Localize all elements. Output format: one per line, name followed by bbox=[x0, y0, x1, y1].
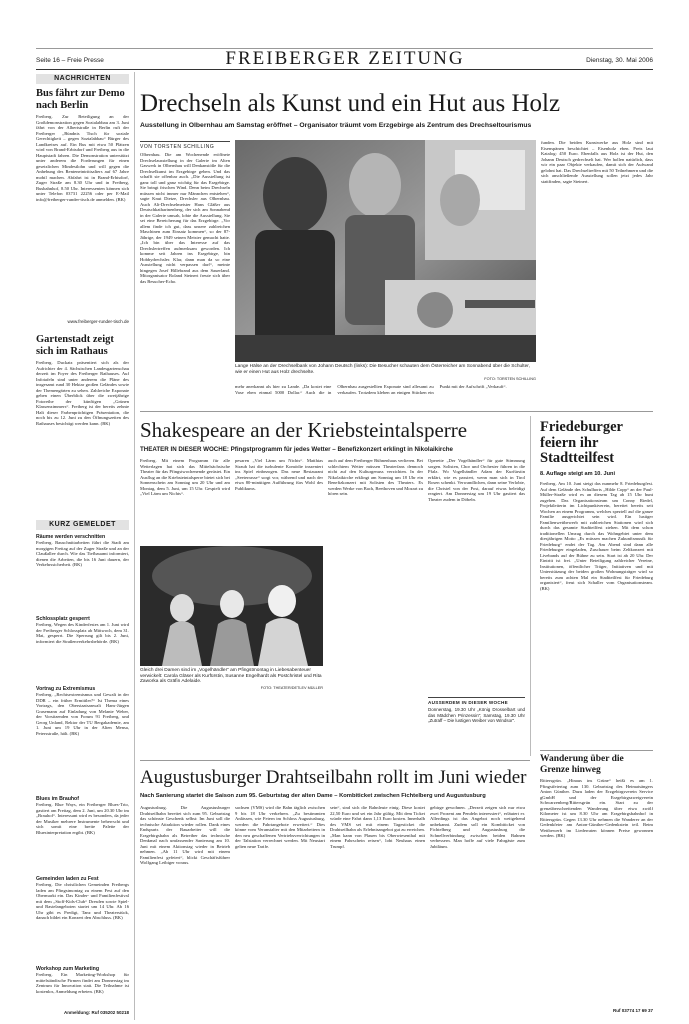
kurz-gemeldet-label: KURZ GEMELDET bbox=[36, 520, 129, 530]
shakespeare-col3: auch auf dem Freiberger Bühnenhaus verlieren. Bei schlechtem Wetter müssen Theaterfans dennoch nicht auf den Kulturgenuss verzichten. In der Nikolaikirche erklingt am Sonntag um 18 Uhr ein Benefizkonzert mit Solisten des Theaters. Es werden Werke von Bach, Beethoven und Mozart zu hören sein. bbox=[328, 458, 423, 496]
ausserdem-body: Donnerstag, 19.30 Uhr „König Drosselbart und das Mädchen Prinzessin“; Samstag, 19.30 Uhr „Zutraff – Die lustigen Weiber von Windsor“. bbox=[428, 707, 525, 723]
brief-headline: Schlossplatz gesperrt bbox=[36, 616, 90, 622]
woodturner-photo bbox=[235, 140, 536, 362]
brief-body: Freiberg. Wegen des Kinderfestes am 1. Juni wird der Freiberger Schlossplatz ab Mittwoch, dem 31. Mai, gesperrt. Die Sperrung gilt bis 2. Juni, informiert die Straßenverkehrsbehörde. (BK) bbox=[36, 622, 129, 644]
brief-body: Freiberg. Bauschnittarbeiten führt die Stadt am morgigen Freitag auf der Zuger Straße und an der Claußallee durch. Wie das Tiefbauamt informiert, dienen die Arbeiten, die bis 16 Juni dauern, der Verkehrssicherheit. (BK) bbox=[36, 540, 129, 567]
shakespeare-col2: pesaren „Viel Lärm um Nichts“. Matthias Straub hat die turbulente Komödie inszeniert ins Spiel einbezogen. Das neue Restaurant „Seeterrasse“ sorgt vor, während und nach der etwa 80-minütigen Aufführung fürs Wohl des Publikums. bbox=[235, 458, 323, 491]
shakespeare-col4: Operette „Der Vogelhändler“ für gute Stimmung sorgen. Solisten, Chor und Orchester führen in die Pfalz. Wo Vogelhändler Adam der Kurfürstin erklärt, wie es passiert, wenn man sich in Tirol Rosen schenkt. Verwandlichen, dann seine Verlobte, die Christel von der Post, darauf etwas beleidigt reagiert. Am Donnerstag um 19 Uhr gastiert das Theater zudem in Döbeln. bbox=[428, 458, 525, 502]
brief-item bbox=[36, 876, 129, 966]
page-number: Seite 16 – Freie Presse bbox=[36, 57, 104, 64]
shakespeare-caption: Gleich drei Damen sind im „Vogelhändler“ am Pfingstmontag in Liebesabenteuer verwickelt: Carola Gläser als Kurfürstin, Susanne Engelhardt als Postchristel und Rita Zaworka als Gräfin Adelaide. bbox=[140, 668, 322, 685]
drechseln-photo bbox=[235, 140, 536, 362]
wanderung-body: Rittersgrün. „Hinaus ins Grüne“ heißt es am 1. Pfingstfeiertag zum 130. Geburtstag des Heimatsängers Anton Günther. Dazu laden der Erzgebirgsverein Service gGmbH und der Erzgebirgszweigverein Schwarzenberg/Rittersgrün ein. Start zu der grenzüberschreitenden Wanderung über etwa zwölf Kilometer ist um 8.30 Uhr am Erzgebirgsbahnhof in Rittersgrün. Gegen 13.30 Uhr nehmen die Wanderer an der Gedenkfeier am Anton-Günther-Gedenkstein teil. Beim Wettbewerb im Liederraten können Preise gewonnen werden. (BK) bbox=[540, 778, 653, 838]
augustusburg-col3: sein“, sind sich die Bahnleute einig. Diese kostet 22,50 Euro und sei ein Jahr gültig. Mit dem Ticket würde eine Fahrt dann 1,13 Euro kosten. Innerhalb des VMS sei mit einem Tagesticket die Drahtseilbahn als Erlebnisangebot gut zu erreichen. „Man kann von Plauen bis Oberwiesenthal mit einem Fahrschein reisen“, lobt Neuhaus einen Trumpf. bbox=[330, 805, 425, 849]
garten-headline: Gartenstadt zeigt sich im Rathaus bbox=[36, 334, 114, 357]
drechseln-caption: Lange Hälse an der Drechselbank von Johann Deutsch (links): Die Besucher schauten dem Österreicher am Sonnabend über die Schulter, wie er einen Hut aus Holz drechselte. bbox=[235, 364, 530, 375]
shakespeare-col1: Freiberg. Mit einem Programm für alle Wetterlagen hat sich das Mittelsächsische Theater für das Pfingstwochenende gerüstet. Ein Ausflug an die Kriebsteintalsperre bietet sich bei Sonnenschein am Sonntag um 20 Uhr und am Montag, dem 5. Juni, um 15 Uhr. Gespielt wird „Viel Lärm um Nichts“. bbox=[140, 458, 230, 496]
augustusburg-col1: Augustusburg. Die Augustusburger Drahtseilbahn bereitet sich zum 95. Geburtstag das schönste Geschenk selbst: Im Juni soll die technische Attraktion wieder rollen. Dank eines Endspurts der Bauarbeiter will die Erzgebirgsbahn als Betreiber das technische Denkmal nach umfassender Sanierung am 10. Juni mit einem Aktionstag wieder in Betrieb nehmen. „Ab 11 Uhr wird mit einem Familienfest gefeiert“, blickt Geschäftsführer Wolfgang Leibiger voraus. bbox=[140, 805, 230, 865]
drechseln-col1: Olbernhau. Die am Wochenende eröffnete Drechselausstellung in der Galerie im Alten Gaswerk in Olbernhau will Denkanstöße für die Drechselkunst im Erzgebirge geben. Und das schafft sie offenbar auch. „Die Ausstellung ist ganz toll und ganz wichtig für das Erzgebirge. Sie bringt frischen Wind. Denn beim Drechseln müssen nicht immer nur Männchen entstehen“, sagte Knut Dietze, Drechsler aus Olbernhau. Auch Alt-Drechselmeister Hans Gläßer aus Deutschkatharinenberg, der sich am Sonnabend in der Galerie umsah, lobte die Ausstellung. Sie sei eine Bereicherung für das Erzgebirge. „Vor allem finde ich gut, dass unsere zahlreichen Maschinen zum Einsatz kommen“, so der 87-Jährige, der 1949 seinen Meister gemacht hatte. „Ich bin über das Interesse auf das Drechslertreffen aufmerksam geworden. Ich komme seit Jahren ins Erzgebirge, bin Hobbydrechsler. Klar, dann man da so eine Ausstellung nicht verpassen darf“, meinte hingegen Josef Hillebrand aus dem Sauerland. Mitorganisator Roland Steinert freute sich über das Besucher-Echo. bbox=[140, 152, 230, 284]
theater-photo bbox=[140, 546, 323, 666]
augustusburg-subtitle: Nach Sanierung startet die Saison zum 95. Geburtstag der alten Dame – Kombiticket zwischen Fichtelberg und Augustusburg bbox=[140, 793, 486, 799]
wanderung-rule bbox=[540, 750, 653, 751]
header-rule bbox=[36, 69, 653, 70]
drechseln-col3: funden. Die beiden Kunstwerke aus Holz sind mit Eisenspänen beschichtet – Eisenholz eben. Preis laut Katalog: 450 Euro. Ebenfalls aus Holz ist der Hut, den Johann Deutsch gedrechselt hat. Wer hollen natürlich, dass wir ein paar Objekte verkaufen, damit sich der Aufwand gelohnt hat. Das Drechseltreffen mit 50 Teilnehmern und die sich anschließende Ausstellung sollen jetzt jedes Jahr stattfinden, sagte Steinert. bbox=[541, 140, 653, 184]
brief-headline: Workshop zum Marketing bbox=[36, 966, 100, 972]
issue-date: Dienstag, 30. Mai 2006 bbox=[586, 57, 653, 64]
left-sidebar bbox=[36, 72, 129, 1020]
brief-list bbox=[36, 534, 129, 1024]
friedeburg-body: Freiberg. Am 10. Juni steigt das nunmehr 8. Friedeburgfest. Auf dem Gelände des Schulhorts „Hilde Copp“ an der Paul-Müller-Straße wird es an diesem Tag ab 15 Uhr bunt zugehen. Das Organisationsteam um Conny Riedel, Projektleiterin im Lichtpunktverein, bereitet bereits seit Wochen an einem Programm, welches speziell auf die ganze Familie ausgerichtet sein wird. Ein lustiger Familienwettbewerb mit zahlreichen Stationen wird sich durch das gesamte Stadtteilfest ziehen. Mit dem schon traditionellen Umzug durch das Wohngebiet unter dem diesjährigen Motto „Es müssen machen Zukunftsmusik für Friedeburg“ endet der Tag. Am Abend sind dann alle Friedeburger eingeladen, Zuschauer beim Zeltkonzert mit Livebands auf der Bühne zu sein. Start ist ab 20 Uhr. Der Eintritt ist frei. „Unter Beteiligung zahlreicher Vereine, Institutionen, öffentlicher Träger, Initiativen und mit Unterstützung der beiden großen Wohnungsträger wird so bereits zum achten Mal ein Stadtteilfest für Friedeburg organisiert“, freut sich Schaller vom Organisationsteam. (BK) bbox=[540, 481, 653, 591]
drechseln-subtitle: Ausstellung in Olbernhau am Samstag eröffnet – Organisator träumt vom Erzgebirge als Zentrum des Drechseltourismus bbox=[140, 122, 532, 129]
sidebar-divider bbox=[134, 72, 135, 1020]
byline-rule bbox=[140, 141, 230, 142]
drechseln-credit: FOTO: TORSTEN SCHILLING bbox=[484, 377, 536, 381]
brief-headline: Gemeinden laden zu Fest bbox=[36, 876, 99, 882]
brief-item bbox=[36, 686, 129, 796]
section-rule-1 bbox=[140, 411, 653, 412]
drechseln-byline: VON TORSTEN SCHILLING bbox=[140, 144, 215, 150]
demo-headline: Bus fährt zur Demo nach Berlin bbox=[36, 88, 125, 111]
brief-headline: Vortrag zu Extremismus bbox=[36, 686, 96, 692]
drechseln-headline: Drechseln als Kunst und ein Hut aus Holz bbox=[140, 90, 561, 117]
brief-item bbox=[36, 796, 129, 876]
augustusburg-col2: sachsen (VMS) wird die Bahn täglich zwischen 9 bis 18 Uhr verkehren. „Zu bestimmten Anlässen, wie Feiern im Schloss Augustusburg, werden die Fahrtangebote erweitert.“ Dies könne vom Veranstalter mit den Mitarbeitern in den neu geschaffenen Vertriebsverrichtungen in der Talstation verrechnet werden. Mit Neustart gelten neue Tarife. bbox=[235, 805, 325, 849]
nachrichten-label: NACHRICHTEN bbox=[36, 74, 129, 84]
brief-item bbox=[36, 616, 129, 686]
brief-headline: Räume werden verschnitten bbox=[36, 534, 106, 540]
wanderung-contact: Ruf 03774 17 69 37 bbox=[612, 1008, 653, 1013]
augustusburg-headline: Augustusburger Drahtseilbahn rollt im Juni wieder bbox=[140, 767, 527, 788]
brief-item bbox=[36, 966, 129, 1024]
drechseln-col2: mehr anerkannt als hier zu Lande. „Da kostet eine Vase eben einmal 5000 Dollar.“ Auch die in Olbernhau ausgestellten Exponate sind allesamt zu verkaufen. Trotzdem kleben an einigen Stücken ein Punkt mit der Aufschrift „Verkauft“. bbox=[235, 384, 507, 395]
brief-body: Freiberg. Die christlichen Gemeinden Freibergs laden am Pfingstmontag zu einem Fest auf den Obermarkt ein. Das Kinder- und Familienfestival mit dem „Stoff-Kids-Club“ Dresden sowie Spiel- und Bastelangeboten startet um 14 Uhr. Ab 16 Uhr gibt es Predigt, Tanz und Theaterstück, danach bildet ein Konzert den Abschluss. (BK) bbox=[36, 882, 129, 920]
brief-headline: Blues im Brauhof bbox=[36, 796, 79, 802]
shakespeare-subtitle: THEATER IN DIESER WOCHE: Pfingstprogramm für jedes Wetter – Benefizkonzert erklingt in Nikolaikirche bbox=[140, 446, 453, 453]
ausserdem-rule bbox=[428, 697, 525, 698]
anmeldung-contact: Anmeldung: Ruf 035202 50218 bbox=[63, 1010, 129, 1015]
demo-link[interactable]: www.freiberger-runder-tisch.de bbox=[67, 319, 129, 324]
shakespeare-credit: FOTO: THEATER/DETLEV MÜLLER bbox=[260, 686, 323, 690]
paper-title: FREIBERGER ZEITUNG bbox=[225, 48, 465, 69]
brief-item bbox=[36, 534, 129, 616]
friedeburg-headline: Friedeburger feiern ihr Stadtteilfest bbox=[540, 419, 623, 466]
section-rule-2 bbox=[140, 760, 530, 761]
right-col-divider bbox=[530, 416, 531, 756]
ausserdem-label: AUSSERDEM IN DIESER WOCHE bbox=[428, 700, 508, 705]
augustusburg-col4: gebirge gewohnen. „Derzeit zeigen sich nur etwa zwei Prozent am Pendeln interessiert“, erläutert er. Allerdings ist das Angebot noch weitgehend unbekannt. Zudem soll ein Kombiticket von Fichtelberg und Augustusburg die Schnellverbindung zwischen beiden Bahnen verbessern. Man hoffe auf viele Fahrgäste zum Jubiläum. bbox=[430, 805, 525, 849]
brief-body: Freiberg. Blue Ways, ein Freiberger Blues-Trio, gastiert am Freitag, dem 2. Juni, um 20.30 Uhr im „Brauhof“. Interessant wird es besonders, da jeder der Musiker mehrere Instrumente beherrscht und sich somit eine breite Palette der Bluesinterpretation ergibt. (BK) bbox=[36, 802, 129, 835]
brief-body: Freiberg. „Rechtsextremismus und Gewalt in der DDR – ein früher Ermittler?“ Ist Thema eines Vortrags, den Oberstaatsanwalt Hans-Jürgen Grasemann auf Einladung von Melanie Weber, der Vorsitzenden von Forum 91 Freiberg, und Georg Unland, Rektor der TU Bergakademie, am 1. Juni um 19 Uhr in der Alten Mensa, Petersstraße, hält. (BK) bbox=[36, 692, 129, 736]
brief-body: Freiberg. Ein Marketing-Workshop für mittelständische Firmen findet am Donnerstag im Zentrum für Innovation statt. Die Teilnahme ist kostenlos, Anmeldung erbeten. (BK) bbox=[36, 972, 129, 994]
shakespeare-photo bbox=[140, 546, 323, 666]
garten-body: Freiberg. Duckatz präsentiert sich als der Aufrichter der 4. Sächsischen Landesgartenschau derzeit im Foyer des Freiberger Rathauses. Auf Infotafeln sind unter anderem die Pläne des insgesamt rund 30 Hektar großen Geländes sowie der Themengärten zu sehen. Zahlreiche Exponate geben einen Überblick über die zweijährige Fotoreihe der künftigen „Grünen Klassenzimmers“. Freiberg ist der bereits zehnte Halt dieser Farbenprächtigen Präsentation, die noch bis zu 12. Juni zu den Öffnungszeiten des Rathauses besichtigt werden kann. (BK) bbox=[36, 360, 129, 426]
friedeburg-subtitle: 8. Auflage steigt am 10. Juni bbox=[540, 471, 616, 477]
demo-body: Freiberg. Zur Beteiligung an der Großdemonstration gegen Sozialabbau am 3. Juni fährt von der Albertstraße in Berlin ruft der Freiberger „Bündnis Tisch für soziale Gerechtigkeit – gegen Sozialabbau“ Bürger des Landkreises auf. Ein Bus mit etwa 50 Plätzen wird von Brand-Erbisdorf und Freiberg aus in die Hauptstadt fahren. Die Demonstration unterstützt unter anderem die Forderungen für einen gesetzlichen Mindestlohn und will gegen die Anhebung des Renteneintrittsalters auf 67 Jahre mobil machen. Abfahrt ist in Brand-Erbisdorf, Zuger Straße am 8.30 Uhr und in Freiberg, Busbahnhof, 8.50 Uhr. Interessenten können sich unter Telefon 03731 22256 oder per E-Mail info@freiberger-runder-tisch.de anmelden. (BK) bbox=[36, 114, 129, 202]
wanderung-headline: Wanderung über die Grenze hinweg bbox=[540, 754, 624, 775]
shakespeare-headline: Shakespeare an der Kriebsteintalsperre bbox=[140, 418, 468, 442]
